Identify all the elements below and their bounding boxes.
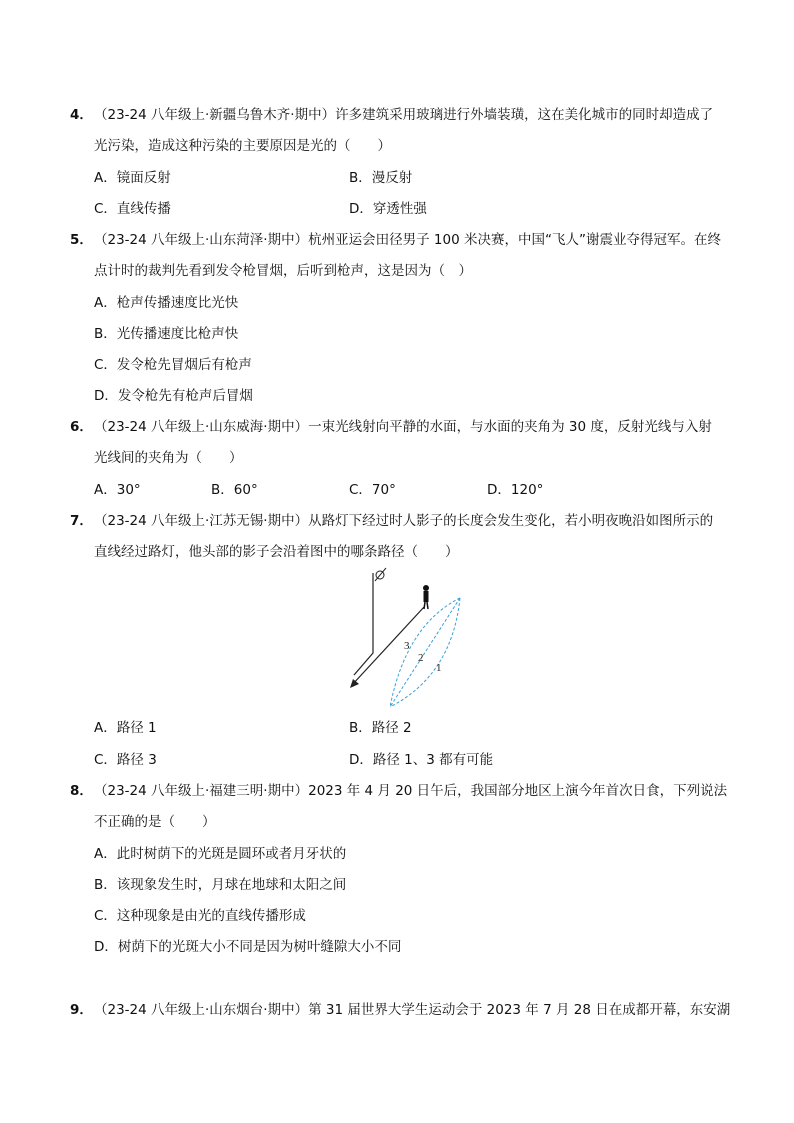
person-body <box>424 591 429 602</box>
question-number: 5． <box>70 232 93 248</box>
question-text: 点计时的裁判先看到发令枪冒烟，后听到枪声，这是因为（ ） <box>94 263 472 279</box>
option-c[interactable]: C．70° <box>349 482 396 498</box>
option-a[interactable]: A．镜面反射 <box>94 170 171 186</box>
option-b[interactable]: B．路径 2 <box>349 720 412 736</box>
path-label-2: 2 <box>418 652 424 664</box>
question-text: （23-24 八年级上·山东威海·期中）一束光线射向平静的水面，与水面的夹角为 30 度，反射光线与入射 <box>94 419 712 435</box>
person-icon <box>423 585 429 591</box>
question-text: （23-24 八年级上·江苏无锡·期中）从路灯下经过时人影子的长度会发生变化，若小明夜晚沿如图所示的 <box>94 513 714 529</box>
question-number: 4． <box>70 107 93 123</box>
option-b[interactable]: B．光传播速度比枪声快 <box>94 326 239 342</box>
question-number: 9． <box>70 1002 93 1018</box>
option-d[interactable]: D．路径 1、3 都有可能 <box>349 752 494 768</box>
path-label-1: 1 <box>436 662 442 674</box>
walking-path-line <box>352 607 424 685</box>
arrow-head-icon <box>350 679 359 688</box>
option-a[interactable]: A．枪声传播速度比光快 <box>94 295 239 311</box>
option-d[interactable]: D．发令枪先有枪声后冒烟 <box>94 388 253 404</box>
option-c[interactable]: C．路径 3 <box>94 752 157 768</box>
question-text: （23-24 八年级上·山东烟台·期中）第 31 届世界大学生运动会于 2023 年 7 月 28 日在成都开幕，东安湖 <box>94 1002 731 1018</box>
option-a[interactable]: A．路径 1 <box>94 720 157 736</box>
option-b[interactable]: B．该现象发生时，月球在地球和太阳之间 <box>94 877 347 893</box>
option-d[interactable]: D．穿透性强 <box>349 201 427 217</box>
option-c[interactable]: C．这种现象是由光的直线传播形成 <box>94 908 306 924</box>
question-text: 光线间的夹角为（ ） <box>94 450 243 466</box>
streetlight-path-figure <box>340 563 470 711</box>
option-b[interactable]: B．60° <box>211 482 258 498</box>
option-a[interactable]: A．此时树荫下的光斑是圆环或者月牙状的 <box>94 846 347 862</box>
question-text: 直线经过路灯，他头部的影子会沿着图中的哪条路径（ ） <box>94 544 459 560</box>
option-c[interactable]: C．直线传播 <box>94 201 171 217</box>
person-leg <box>424 602 425 609</box>
path-label-3: 3 <box>404 640 410 652</box>
question-number: 7． <box>70 513 93 529</box>
option-a[interactable]: A．30° <box>94 482 141 498</box>
option-c[interactable]: C．发令枪先冒烟后有枪声 <box>94 357 252 373</box>
person-leg <box>427 602 428 609</box>
question-number: 6． <box>70 419 93 435</box>
question-text: （23-24 八年级上·山东菏泽·期中）杭州亚运会田径男子 100 米决赛，中国“飞人”谢震业夺得冠军。在终 <box>94 232 721 248</box>
lamp-post <box>354 573 373 675</box>
option-b[interactable]: B．漫反射 <box>349 170 413 186</box>
option-d[interactable]: D．树荫下的光斑大小不同是因为树叶缝隙大小不同 <box>94 939 402 955</box>
path-2 <box>390 598 460 707</box>
question-text: （23-24 八年级上·新疆乌鲁木齐·期中）许多建筑采用玻璃进行外墙装璜，这在美化城市的同时却造成了 <box>94 107 714 123</box>
option-d[interactable]: D．120° <box>487 482 544 498</box>
question-text: 光污染，造成这种污染的主要原因是光的（ ） <box>94 138 391 154</box>
question-text: （23-24 八年级上·福建三明·期中）2023 年 4 月 20 日午后，我国部分地区上演今年首次日食，下列说法 <box>94 783 728 799</box>
question-number: 8． <box>70 783 93 799</box>
question-text: 不正确的是（ ） <box>94 814 216 830</box>
